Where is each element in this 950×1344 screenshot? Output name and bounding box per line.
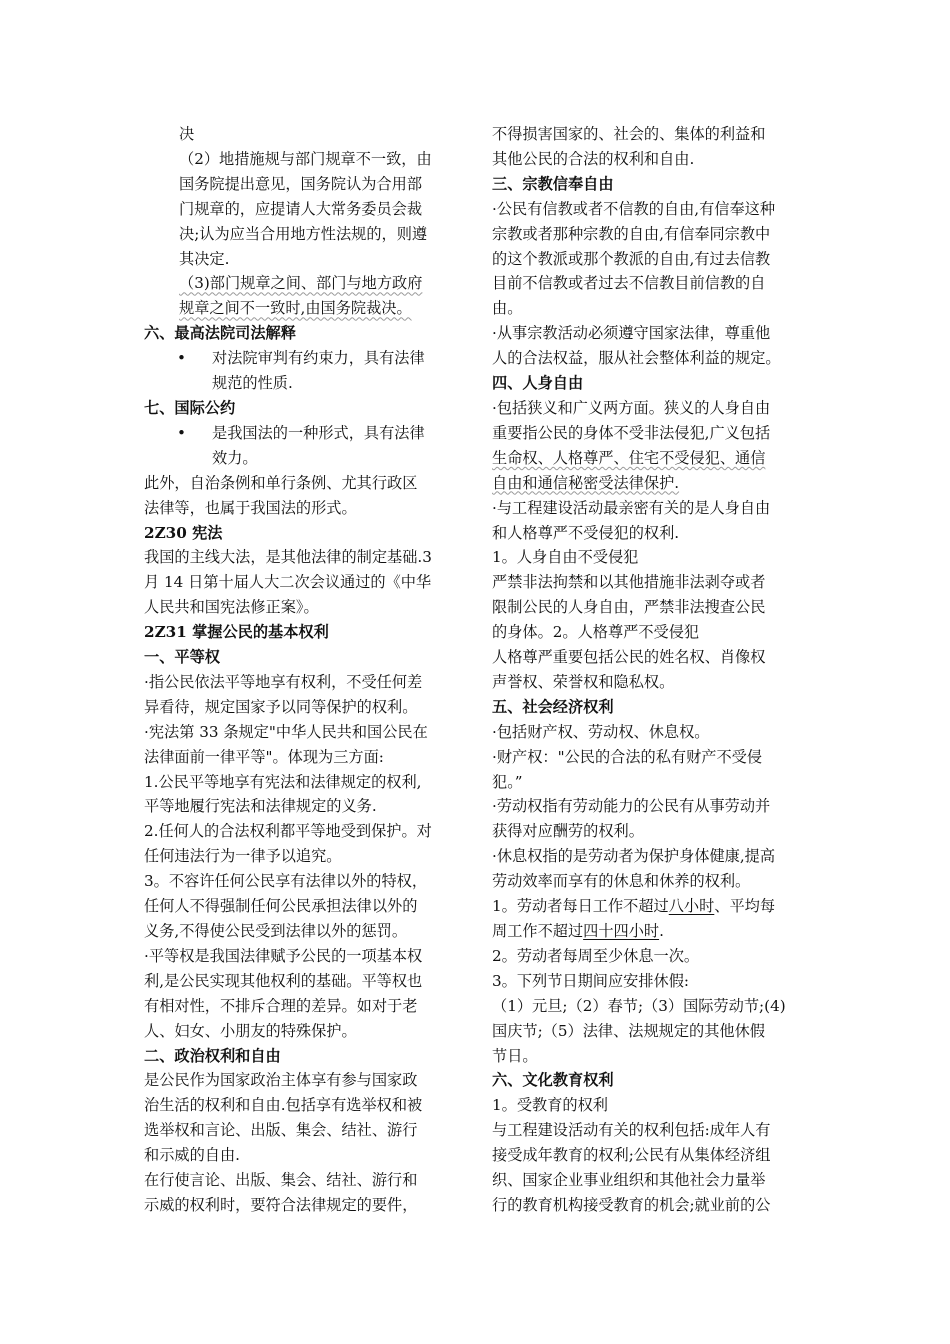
text-line: 其他公民的合法的权利和自由.: [492, 149, 695, 168]
bullet-item: [144, 421, 466, 471]
text-line: ·从事宗教活动必须遵守国家法律，尊重他: [492, 324, 771, 343]
text-line: （2）地措施规与部门规章不一致，由: [179, 149, 432, 168]
text-line: 与工程建设活动有关的权利包括:成年人有: [492, 1121, 771, 1140]
text-line: 1。受教育的权利: [492, 1096, 608, 1115]
text-line: 此外，自治条例和单行条例、尤其行政区: [144, 473, 418, 492]
text-fragment: 周工作不超过: [492, 922, 584, 940]
text-line: 由。: [492, 299, 523, 318]
text-line: 声誉权、荣誉权和隐私权。: [492, 672, 675, 691]
text-line: 节日。: [492, 1046, 538, 1065]
text-line: 任何人不得强制任何公民承担法律以外的: [144, 897, 418, 916]
text-line: 织、国家企业事业组织和其他社会力量举: [492, 1171, 766, 1190]
text-line: ·宪法第 33 条规定"中华人民共和国公民在: [144, 722, 428, 741]
section-heading: 一、平等权: [144, 648, 220, 667]
text-line: 义务,不得使公民受到法律以外的惩罚。: [144, 922, 408, 940]
text-line: 是公民作为国家政治主体享有参与国家政: [144, 1071, 418, 1090]
text-line: 2.任何人的合法权利都平等地受到保护。对: [144, 822, 432, 841]
text-line: 劳动效率而享有的休息和休养的权利。: [492, 872, 751, 891]
section-heading: 五、社会经济权利: [492, 697, 614, 716]
text-line: 人格尊严重要包括公民的姓名权、肖像权: [492, 648, 766, 667]
text-line: 法律面前一律平等"。体现为三方面:: [144, 747, 384, 766]
text-fragment: 1。劳动者每日工作不超过: [492, 897, 669, 916]
left-column: [144, 122, 466, 1218]
text-line: 治生活的权利和自由.包括享有选举权和被: [144, 1096, 423, 1115]
text-line: ·公民有信教或者不信教的自由,有信奉这种: [492, 199, 776, 218]
text-line: 规章之间不一致时,由国务院裁决。: [179, 299, 412, 318]
text-line: ·财产权："公民的合法的私有财产不受侵: [492, 747, 763, 766]
text-line: 人、妇女、小朋友的特殊保护。: [144, 1021, 357, 1040]
text-line: 生命权、人格尊严、住宅不受侵犯、通信: [492, 448, 766, 467]
text-line: 国务院提出意见，国务院认为合用部: [179, 174, 422, 193]
text-line: 决: [179, 125, 195, 143]
text-line: 的身体。2。人格尊严不受侵犯: [492, 623, 700, 642]
text-line: 1.公民平等地享有宪法和法律规定的权利,: [144, 772, 422, 791]
text-line: 其决定.: [179, 249, 230, 268]
bullet-text: 对法院审判有约束力，具有法律: [212, 349, 425, 368]
text-line: 2。劳动者每周至少休息一次。: [492, 946, 700, 965]
bullet-icon: •: [177, 349, 186, 368]
text-line: 利,是公民实现其他权利的基础。平等权也: [144, 971, 423, 990]
text-fragment: 、平均每: [714, 897, 776, 916]
text-line: 严禁非法拘禁和以其他措施非法剥夺或者: [492, 573, 766, 592]
text-line: 3。不容许任何公民享有法律以外的特权，: [144, 872, 428, 891]
text-line: 和示威的自由.: [144, 1146, 240, 1165]
text-line: 我国的主线大法，是其他法律的制定基础.3: [144, 548, 432, 567]
text-line: （1）元旦;（2）春节;（3）国际劳动节;(4): [492, 996, 786, 1015]
text-line: 的这个教派或那个教派的自由,有过去信教: [492, 249, 771, 268]
text-line: 自由和通信秘密受法律保护.: [492, 473, 680, 492]
text-line: 行的教育机构接受教育的机会;就业前的公: [492, 1195, 771, 1214]
text-line: 获得对应酬劳的权利。: [492, 822, 644, 841]
text-line: 宗教或者那种宗教的自由,有信奉同宗教中: [492, 224, 771, 243]
text-line: 有相对性，不排斥合理的差异。如对于老: [144, 996, 418, 1015]
text-line: 门规章的，应提请人大常务委员会裁: [179, 199, 422, 218]
text-line: [492, 919, 812, 944]
text-line: 接受成年教育的权利;公民有从集体经济组: [492, 1146, 771, 1165]
text-line: 国庆节;（5）法律、法规规定的其他休假: [492, 1021, 765, 1040]
text-line: 人民共和国宪法修正案》。: [144, 598, 319, 617]
text-line: ·平等权是我国法律赋予公民的一项基本权: [144, 946, 423, 965]
text-line: 人的合法权益，服从社会整体利益的规定。: [492, 349, 781, 368]
text-line: ·休息权指的是劳动者为保护身体健康,提高: [492, 847, 776, 866]
text-line: ·与工程建设活动最亲密有关的是人身自由: [492, 498, 771, 517]
text-line: 选举权和言论、出版、集会、结社、游行: [144, 1121, 418, 1140]
text-line: ·指公民依法平等地享有权利，不受任何差: [144, 672, 423, 691]
text-line: 重要指公民的身体不受非法侵犯,广义包括: [492, 423, 771, 442]
section-heading: 六、文化教育权利: [492, 1071, 614, 1090]
section-heading: 2Z31 掌握公民的基本权利: [144, 623, 329, 642]
text-line: 异看待，规定国家予以同等保护的权利。: [144, 697, 418, 716]
underlined-text: 八小时: [668, 897, 715, 916]
text-line: 不得损害国家的、社会的、集体的利益和: [492, 125, 766, 143]
bullet-item: [144, 346, 466, 396]
underlined-text: 四十四小时: [583, 922, 660, 940]
text-line: ·劳动权指有劳动能力的公民有从事劳动并: [492, 797, 771, 816]
section-heading: 六、最高法院司法解释: [144, 324, 296, 343]
text-line: 在行使言论、出版、集会、结社、游行和: [144, 1171, 418, 1190]
bullet-text: 规范的性质.: [212, 374, 293, 393]
text-line: （3)部门规章之间、部门与地方政府: [179, 274, 423, 293]
text-line: 决;认为应当合用地方性法规的，则遵: [179, 224, 428, 243]
section-heading: 2Z30 宪法: [144, 523, 223, 542]
text-line: 示威的权利时，要符合法律规定的要件，: [144, 1195, 418, 1214]
text-line: ·包括财产权、劳动权、休息权。: [492, 722, 710, 741]
text-line: 目前不信教或者过去不信教目前信教的自: [492, 274, 766, 293]
bullet-icon: •: [177, 423, 186, 442]
text-line: [492, 894, 812, 919]
text-fragment: .: [659, 922, 664, 940]
text-line: 1。人身自由不受侵犯: [492, 548, 639, 567]
text-line: 法律等，也属于我国法的形式。: [144, 498, 357, 517]
text-line: 和人格尊严不受侵犯的权利.: [492, 523, 680, 542]
section-heading: 七、国际公约: [144, 398, 236, 417]
text-line: 3。下列节日期间应安排休假:: [492, 971, 690, 990]
text-line: ·包括狭义和广义两方面。狭义的人身自由: [492, 398, 771, 417]
section-heading: 二、政治权利和自由: [144, 1046, 281, 1065]
text-line: 限制公民的人身自由，严禁非法搜查公民: [492, 598, 766, 617]
text-line: 月 14 日第十届人大二次会议通过的《中华: [144, 573, 432, 592]
text-line: 平等地履行宪法和法律规定的义务.: [144, 797, 377, 816]
text-line: 犯。”: [492, 772, 523, 791]
bullet-text: 效力。: [212, 448, 258, 467]
section-heading: 四、人身自由: [492, 374, 584, 393]
section-heading: 三、宗教信奉自由: [492, 174, 614, 193]
bullet-text: 是我国法的一种形式，具有法律: [212, 423, 425, 442]
text-line: 任何违法行为一律予以追究。: [144, 847, 342, 866]
right-column: [492, 122, 812, 1218]
